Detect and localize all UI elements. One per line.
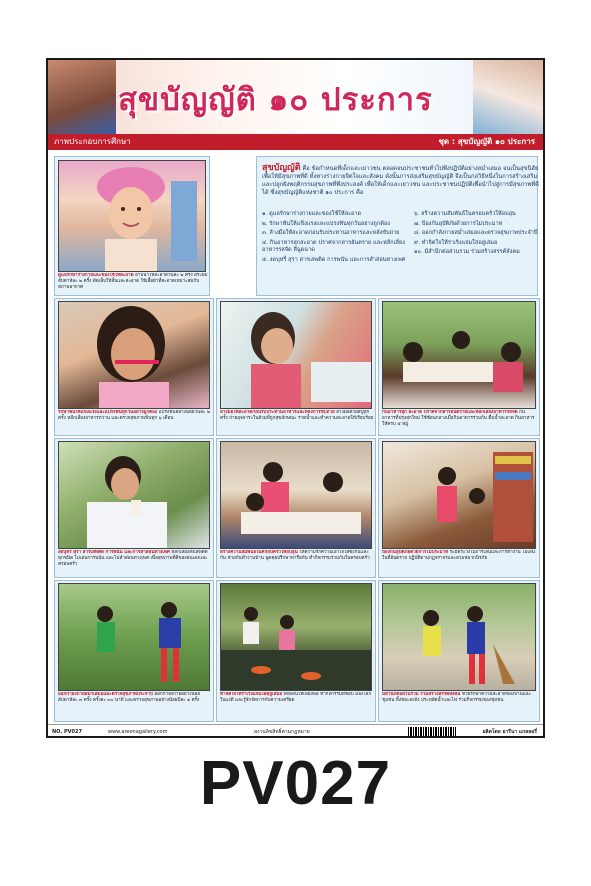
- caption-6-head: สร้างความสัมพันธ์ในครอบครัวให้อบอุ่น: [220, 550, 298, 555]
- caption-6: [220, 550, 374, 576]
- feeding-fish-illustration: [221, 584, 372, 691]
- caption-1-text: อาบน้ำให้สะอาดวันละ ๒ ครั้ง สระผมสัปดาห์ละ ๒ ครั้ง ตัดเล็บให้สั้นและสะอาด ใช้เสื้อผ้าที่สะอาดเหมาะสมกับสภาพอากาศ: [58, 273, 208, 290]
- exercise-illustration: [59, 584, 210, 691]
- rule-6: ๖. สร้างความสัมพันธ์ในครอบครัวให้อบอุ่น: [414, 211, 516, 217]
- caption-6-text: ให้ความรักความเอาใจใส่ซึ่งกันและกัน ช่วยกันทำงานบ้าน พูดคุยปรึกษาหารือกัน ทำกิจกรรมร่วมกันในครอบครัว: [220, 550, 370, 561]
- poster-title: สุขบัญญัติ ๑๐ ประการ: [118, 82, 433, 118]
- subheader-bar: [48, 134, 543, 150]
- photo-kids-bookshelf: [382, 441, 536, 549]
- brushing-teeth-illustration: [59, 302, 210, 409]
- footer-url: www.areenagallery.com: [108, 729, 168, 735]
- family-homework-illustration: [221, 442, 372, 549]
- sweeping-illustration: [383, 584, 536, 691]
- photo-sweeping: [382, 583, 536, 691]
- subheader-left: ภาพประกอบการศึกษา: [54, 137, 131, 146]
- caption-4: [382, 410, 538, 434]
- caption-2: [58, 410, 212, 434]
- footer-code: NO. PV027: [52, 729, 82, 735]
- caption-8-text: ออกกำลังกายอย่างน้อยสัปดาห์ละ ๓ ครั้ง ครั้งละ ๓๐ นาที และตรวจสุขภาพอย่างน้อยปีละ ๑ ครั้ง: [58, 692, 201, 703]
- caption-5-head: งดบุหรี่ สุรา สารเสพติด การพนัน และการสำส่อนทางเพศ: [58, 550, 170, 555]
- kids-bookshelf-illustration: [383, 442, 536, 549]
- rule-3: ๓. ล้างมือให้สะอาดก่อนรับประทานอาหารและหลังขับถ่าย: [262, 230, 400, 236]
- photo-family-meal: [382, 301, 536, 409]
- photo-man-drinking: [58, 441, 210, 549]
- footer-producer: ผลิตโดย อารีนา แกลลอรี่: [482, 729, 537, 735]
- rule-9: ๙. ทำจิตใจให้ร่าเริงแจ่มใสอยู่เสมอ: [414, 239, 498, 246]
- caption-1-head: ดูแลรักษาร่างกายและของใช้ให้สะอาด: [58, 273, 134, 278]
- caption-9-text: พักผ่อนให้เพียงพอ ทำกิจกรรมที่ชอบ มองโลกในแง่ดี และรู้จักจัดการกับความเครียด: [220, 692, 372, 703]
- man-drinking-illustration: [59, 442, 210, 549]
- caption-3-text: ล้างมือด้วยสบู่ทุกครั้ง ถ่ายอุจจาระในส้วมที่ถูกสุขลักษณะ ราดน้ำและทำความสะอาดให้เรียบร้อย: [220, 410, 374, 421]
- intro-head: สุขบัญญัติ: [262, 163, 301, 173]
- poster: [46, 58, 545, 738]
- caption-10: [382, 692, 538, 720]
- rule-8: ๘. ออกกำลังกายสม่ำเสมอและตรวจสุขภาพประจำปี: [414, 230, 538, 236]
- photo-exercise: [58, 583, 210, 691]
- intro-text: [262, 164, 539, 197]
- rule-10: ๑๐. มีสำนึกต่อส่วนรวม ร่วมสร้างสรรค์สังคม: [414, 249, 520, 255]
- subheader-right: ชุด : สุขบัญญัติ ๑๐ ประการ: [438, 137, 535, 146]
- product-code: PV027: [199, 749, 392, 818]
- rule-1: ๑. ดูแลรักษาร่างกายและของใช้ให้สะอาด: [262, 211, 362, 217]
- rule-5: ๕. งดบุหรี่ สุรา สารเสพติด การพนัน และการสำส่อนทางเพศ: [262, 256, 406, 263]
- caption-7-head: ป้องกันอุบัติภัยด้วยการไม่ประมาท: [382, 550, 449, 555]
- poster-banner: [48, 60, 543, 134]
- caption-9-head: ทำจิตใจให้ร่าเริงแจ่มใสอยู่เสมอ: [220, 692, 283, 697]
- caption-2-head: รักษาฟันให้แข็งแรงและแปรงฟันทุกวันอย่างถูกต้อง: [58, 410, 158, 415]
- photo-washing-hands: [220, 301, 372, 409]
- caption-8: [58, 692, 212, 720]
- caption-7: [382, 550, 538, 576]
- caption-1: [58, 273, 208, 295]
- poster-footer: [48, 724, 543, 738]
- photo-brushing-teeth: [58, 301, 210, 409]
- rule-2: ๒. รักษาฟันให้แข็งแรงและแปรงฟันทุกวันอย่างถูกต้อง: [262, 220, 390, 227]
- photo-feeding-fish: [220, 583, 372, 691]
- caption-10-head: มีสำนึกต่อส่วนรวม ร่วมสร้างสรรค์สังคม: [382, 692, 461, 697]
- caption-3: [220, 410, 374, 434]
- caption-10-text: ช่วยรักษาความสะอาดของบ้านและชุมชน ทิ้งขยะลงถัง ประหยัดน้ำและไฟ ร่วมกิจกรรมของชุมชน: [382, 692, 531, 703]
- caption-7-text: ระมัดระวังในการเล่นและการทำงาน ไม่เล่นในที่อันตราย ปฏิบัติตามกฎจราจรและสวมหมวกนิรภัย: [382, 550, 535, 561]
- caption-3-head: ล้างมือให้สะอาดก่อนรับประทานอาหารและหลังการขับถ่าย: [220, 410, 335, 415]
- rule-7: ๗. ป้องกันอุบัติภัยด้วยการไม่ประมาท: [414, 220, 503, 227]
- children-photo: [48, 60, 116, 134]
- barcode-icon: [408, 727, 456, 737]
- girl-drinking-photo: [473, 60, 543, 134]
- washing-hands-illustration: [221, 302, 372, 409]
- rule-4: ๔. กินอาหารสุกสะอาด ปราศจากสารอันตราย และหลีกเลี่ยงอาหารรสจัด สีฉูดฉาด: [262, 239, 405, 253]
- caption-9: [220, 692, 374, 720]
- caption-5: [58, 550, 212, 576]
- caption-5-text: หลีกเลี่ยงสิ่งเสพติดทุกชนิด ไม่เล่นการพนัน และไม่สำส่อนทางเพศ เพื่อสุขภาพที่ดีของตนเองและครอบครัว: [58, 550, 208, 567]
- footer-copyright: สงวนลิขสิทธิ์ตามกฎหมาย: [254, 729, 310, 735]
- shower-cap-girl-illustration: [59, 161, 206, 272]
- photo-shower-cap-girl: [58, 160, 206, 272]
- caption-2-text: แปรงฟันอย่างน้อยวันละ ๒ ครั้ง หลีกเลี่ยงอาหารหวาน และตรวจสุขภาพฟันทุก ๖ เดือน: [58, 410, 210, 421]
- caption-4-text: กินอาหารที่ปรุงสุกใหม่ ใช้ช้อนกลางเมื่อกินอาหารร่วมกัน ดื่มน้ำสะอาด กินอาหารให้ครบ ๕ หมู่: [382, 410, 535, 427]
- family-meal-illustration: [383, 302, 536, 409]
- intro-body: คือ ข้อกำหนดที่เด็กและเยาวชน ตลอดจนประชาชนทั่วไปพึงปฏิบัติอย่างสม่ำเสมอ จนเป็นสุขนิสัย เพื่อให้มีสุขภาพที่ดี ทั้งทางร่างกายจิตใจและสังคม ดังนั้นการส่งเสริมสุขบัญญัติ จึงเป็นกลวิธีหนึ่งในการสร้างเสริมและปลูกฝังพฤติกรรมสุขภาพที่พึงประสงค์ เพื่อให้เด็กและเยาวชน และประชาชนปฏิบัติเพื่อนำไปสู่การมีสุขภาพที่ดีได้ ซึ่งสุขบัญญัติแห่งชาติ ๑๐ ประการ คือ: [262, 166, 539, 196]
- photo-family-homework: [220, 441, 372, 549]
- caption-4-head: กินอาหารสุก สะอาด ปราศจากสารอันตรายและหลีกเลี่ยงอาหารรสจัด: [382, 410, 518, 415]
- caption-8-head: ออกกำลังกายสม่ำเสมอและตรวจสุขภาพประจำปี: [58, 692, 153, 697]
